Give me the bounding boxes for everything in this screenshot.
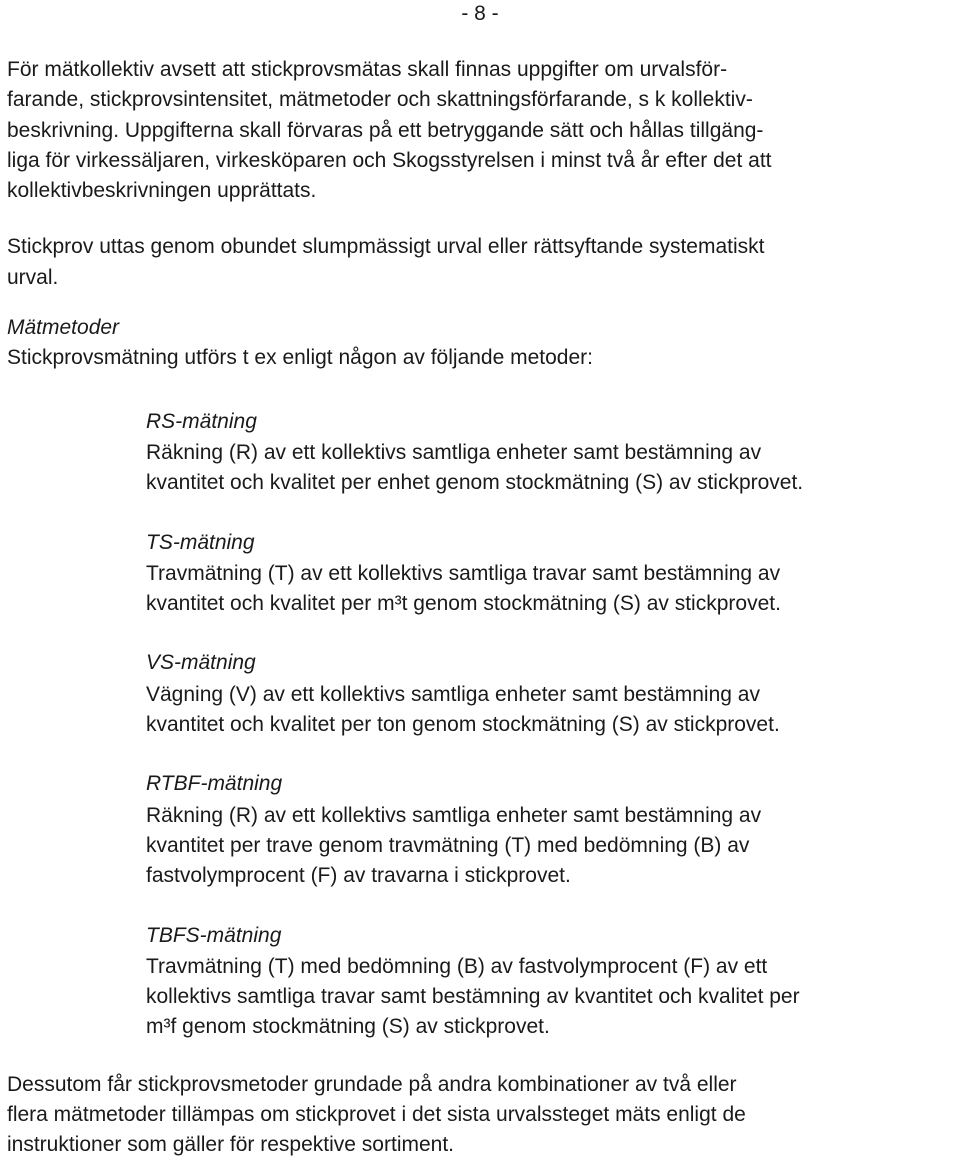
method-name: VS-mätning (146, 651, 256, 675)
method-line: fastvolymprocent (F) av travarna i stickprovet. (146, 864, 571, 888)
section-heading: Mätmetoder (7, 316, 120, 340)
closing-line: flera mätmetoder tillämpas om stickprovet i det sista urvalssteget mäts enligt de (7, 1103, 746, 1127)
method-rtbf (146, 769, 957, 891)
method-description (146, 952, 957, 1043)
method-vs (146, 648, 957, 740)
closing-line: Dessutom får stickprovsmetoder grundade på andra kombinationer av två eller (7, 1072, 737, 1096)
intro-line: farande, stickprovsintensitet, mätmetoder och skattningsförfarande, s k kollektiv- (7, 88, 753, 112)
method-description (146, 680, 957, 741)
intro-line: För mätkollektiv avsett att stickprovsmätas skall finnas uppgifter om urvalsför- (7, 58, 728, 81)
method-name: TBFS-mätning (146, 923, 282, 947)
method-name: RTBF-mätning (146, 772, 283, 796)
sampling-line: urval. (7, 265, 59, 289)
method-rs (146, 407, 957, 499)
intro-line: kollektivbeskrivningen upprättats. (7, 179, 317, 203)
closing-paragraph (7, 1070, 957, 1161)
method-line: Travmätning (T) av ett kollektivs samtliga travar samt bestämning av (146, 561, 781, 585)
sampling-paragraph (7, 232, 957, 293)
sampling-line: Stickprov uttas genom obundet slumpmässigt urval eller rättsyftande systematiskt (7, 235, 765, 259)
intro-line: beskrivning. Uppgifterna skall förvaras på ett betryggande sätt och hållas tillgäng- (7, 118, 764, 142)
method-line: kollektivs samtliga travar samt bestämning av kvantitet och kvalitet per (146, 985, 800, 1009)
method-line: Travmätning (T) med bedömning (B) av fastvolymprocent (F) av ett (146, 954, 768, 978)
method-description (146, 438, 957, 499)
page-number: - 8 - (461, 2, 499, 25)
method-name: RS-mätning (146, 409, 257, 433)
method-line: Räkning (R) av ett kollektivs samtliga enheter samt bestämning av (146, 803, 762, 827)
method-tbfs (146, 921, 957, 1043)
closing-line: instruktioner som gäller för respektive sortiment. (7, 1133, 454, 1157)
method-line: Räkning (R) av ett kollektivs samtliga enheter samt bestämning av (146, 440, 762, 464)
method-line: m³f genom stockmätning (S) av stickprovet. (146, 1015, 550, 1039)
page-content (7, 55, 957, 1161)
intro-paragraph (7, 55, 957, 206)
method-line: kvantitet och kvalitet per m³t genom stockmätning (S) av stickprovet. (146, 592, 781, 616)
method-line: kvantitet per trave genom travmätning (T) med bedömning (B) av (146, 833, 750, 857)
method-ts (146, 528, 957, 620)
method-description (146, 801, 957, 892)
method-line: Vägning (V) av ett kollektivs samtliga enheter samt bestämning av (146, 682, 760, 706)
method-line: kvantitet och kvalitet per ton genom stockmätning (S) av stickprovet. (146, 713, 780, 737)
methods-intro: Stickprovsmätning utförs t ex enligt någon av följande metoder: (7, 346, 593, 370)
intro-line: liga för virkessäljaren, virkesköparen och Skogsstyrelsen i minst två år efter det att (7, 148, 772, 172)
method-name: TS-mätning (146, 530, 255, 554)
method-line: kvantitet och kvalitet per enhet genom stockmätning (S) av stickprovet. (146, 471, 804, 495)
method-description (146, 559, 957, 620)
